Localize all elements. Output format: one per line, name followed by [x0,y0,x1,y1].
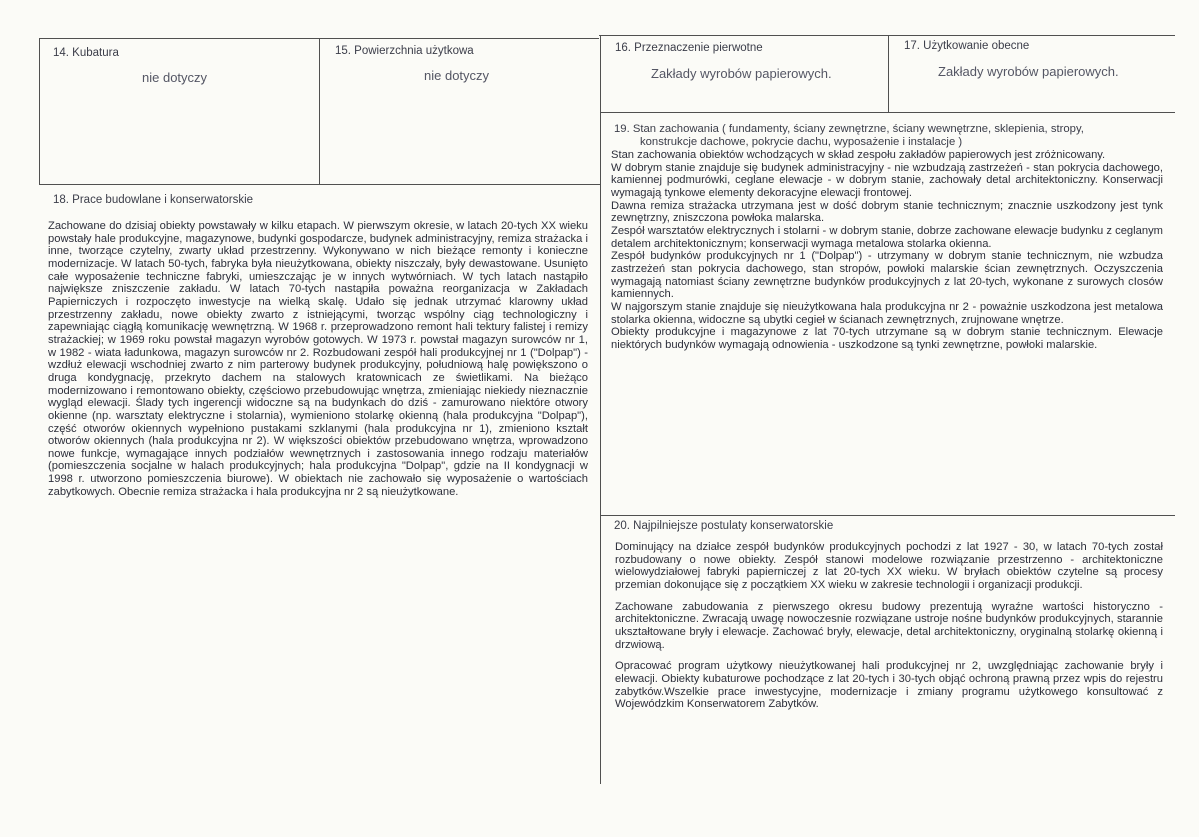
stan-paragraph: Zespół budynków produkcyjnych nr 1 ("Dolpap") - utrzymany w dobrym stanie technicznym, nie wzbudza zastrzeżeń stan pokrycia dachowego, stan stropów, powłoki malarskie ścian zewnętrznych. Oczyszczenia wymagają natomiast ściany zewnętrzne budynków produkcyjnych z lat 20-tych, wykonane z surowych cIosów kamiennych. [611,250,1163,301]
section-prace-label: 18. Prace budowlane i konserwatorskie [53,194,254,206]
cell-kubatura-value: nie dotyczy [142,70,208,85]
section-prace [39,184,600,784]
stan-paragraph: W dobrym stanie znajduje się budynek administracyjny - nie wzbudzają zastrzeżeń - stan pokrycia dachowego, kamiennej podmurówki, ceglane elewacje - w dobrym stanie, zachowały detal architektoniczny. Konserwacji wymagają tynkowe elementy dekoracyjne elewacji frontowej. [611,161,1163,199]
postulaty-paragraph: Opracować program użytkowy nieużytkowanej hali produkcyjnej nr 2, uwzględniając zachowanie bryły i elewacji. Obiekty kubaturowe pochodzące z lat 20-tych i 30-tych objąć ochroną prawną przez wpis do rejestru zabytków.Wszelkie prace inwestycyjne, modernizacje i zmiany programu użytkowego konsultować z Wojewódzkim Konserwatorem Zabytków. [615,660,1163,711]
section-postulaty-label: 20. Najpilniejsze postulaty konserwatorskie [614,520,834,532]
cell-przeznaczenie-value: Zakłady wyrobów papierowych. [651,66,832,81]
cell-uzytkowanie [888,36,1175,112]
stan-paragraph: Stan zachowania obiektów wchodzących w skład zespołu zakładów papierowych jest zróżnicowany. [611,149,1106,161]
cell-uzytkowanie-value: Zakłady wyrobów papierowych. [938,64,1119,79]
stan-paragraph: Zespół warsztatów elektrycznych i stolarni - w dobrym stanie, dobrze zachowane elewacje budynku z ceglanym detalem architektonicznym; konserwacji wymaga metalowa stolarka okienna. [611,224,1163,250]
section-stan-text [611,149,1163,352]
cell-kubatura [39,38,319,184]
cell-uzytkowanie-label: 17. Użytkowanie obecne [904,40,1030,52]
postulaty-paragraph: Zachowane zabudowania z pierwszego okresu budowy prezentują wyraźne wartości historyczno - architektoniczne. Zwracają uwagę nowoczesnie rozwiązane ustroje nośne budynków produkcyjnych, starannie ukształtowane bryły i elewacje. Zachować bryły, elewacje, detal architektoniczny, oryginalną stolarkę okienną i drzwiową. [615,600,1163,651]
section-stan [600,112,1175,515]
cell-kubatura-label: 14. Kubatura [53,47,119,59]
section-stan-label-2: konstrukcje dachowe, pokrycie dachu, wyposażenie i instalacje ) [640,136,963,148]
cell-przeznaczenie [600,36,888,112]
stan-paragraph: Obiekty produkcyjne i magazynowe z lat 70-tych utrzymane są w dobrym stanie technicznym. Elewacje niektórych budynków wymagają odnowienia - uszkodzone są tynki zewnętrzne, powłoki malarskie. [611,326,1163,351]
section-stan-label-1: 19. Stan zachowania ( fundamenty, ściany zewnętrzne, ściany wewnętrzne, sklepienia, stropy, [614,123,1084,135]
postulaty-paragraph: Dominujący na działce zespół budynków produkcyjnych pochodzi z lat 1927 - 30, w latach 70-tych został rozbudowany o nowe obiekty. Zespół stanowi modelowe rozwiązanie przestrzenno - architektoniczne wielowydziałowej fabryki papierniczej z lat 20-tych XX wieku. W bryłach obiektów czytelne są procesy przemian dokonujące się z początkiem XX wieku w zakresie technologii i organizacji produkcji. [615,541,1163,591]
cell-powierzchnia-value: nie dotyczy [424,68,490,83]
section-postulaty-text [615,541,1163,711]
cell-powierzchnia-label: 15. Powierzchnia użytkowa [335,45,474,57]
cell-przeznaczenie-label: 16. Przeznaczenie pierwotne [615,42,763,54]
section-postulaty [600,515,1175,784]
stan-paragraph: W najgorszym stanie znajduje się nieużytkowana hala produkcyjna nr 2 - poważnie uszkodzona jest metalowa stolarka okienna, widoczne są ubytki cegieł w ścianach zewnętrznych, zrujnowane wnętrze. [611,300,1163,326]
stan-paragraph: Dawna remiza strażacka utrzymana jest w dość dobrym stanie technicznym; znacznie uszkodzony jest tynk zewnętrzny, zniszczona powłoka malarska. [611,199,1163,225]
cell-powierzchnia [319,38,600,184]
section-prace-text: Zachowane do dzisiaj obiekty powstawały w kilku etapach. W pierwszym okresie, w latach 20-tych XX wieku powstały hale produkcyjne, magazynowe, budynki gospodarcze, budynek administracyjny, remiza strażacka i inne, tworzące czytelny, zwarty układ przestrzenny. Wykonywano w nich bieżące remonty i konieczne modernizacje. W latach 50-tych, fabryka była nieużytkowana, obiekty niszczały, były dewastowane. Usunięto całe wyposażenie techniczne fabryki, umieszczając je w innych wytwórniach. W tych latach nastąpiło największe zniszczenie zakładu. W latach 70-tych nastąpiła poważna reorganizacja w Zakładach Papierniczych i rozpoczęto inwestycje na wielką skalę. Udało się jednak utrzymać klarowny układ przestrzenny zakładu, nowe obiekty zwarto z istniejącymi, tworząc wspólny ciąg technologiczny i zapewniając ciągłą komunikację wewnętrzną. W 1968 r. przeprowadzono remont hali tektury falistej i remizy strażackiej; w 1969 roku powstał magazyn wyrobów gotowych. W 1973 r. powstał magazyn surowców nr 1, w 1982 - wiata ładunkowa, magazyn surowców nr 2. Rozbudowani zespół hali produkcyjnej nr 1 ("Dolpap") - wzdłuż elewacji wschodniej zwarto z nim parterowy budynek produkcyjny, południową halę powiększono o druga kondygnację, przekryto dachem na stalowych kratownicach ze świetlikami. Na bieżąco modernizowano i remontowano obiekty, częściowo przebudowując wnętrza, zmieniając niekiedy nieznacznie wygląd elewacji. Ślady tych ingerencji widoczne są na budynkach do dziś - zamurowano niektóre otwory okienne (np. warsztaty elektryczne i stolarnia), wymieniono stolarkę okienną (hala produkcyjna "Dolpap"), część otworów okiennych wypełniono pustakami szklanymi (hala produkcyjna nr 1), zmieniono kształt otworów okiennych (hala produkcyjna nr 2). W większości obiektów przebudowano wnętrza, wprowadzono nowe funkcje, wymagające innych podziałów wewnętrznych i zastosowania innego rodzaju materiałów (pomieszczenia socjalne w halach produkcyjnych; hala produkcyjna "Dolpap", gdzie na II kondygnacji w 1998 r. utworzono pomieszczenia biurowe). W obiektach nie zachowało się wyposażenie o wartościach zabytkowych. Obecnie remiza strażacka i hala produkcyjna nr 2 są nieużytkowane. [48,220,588,498]
